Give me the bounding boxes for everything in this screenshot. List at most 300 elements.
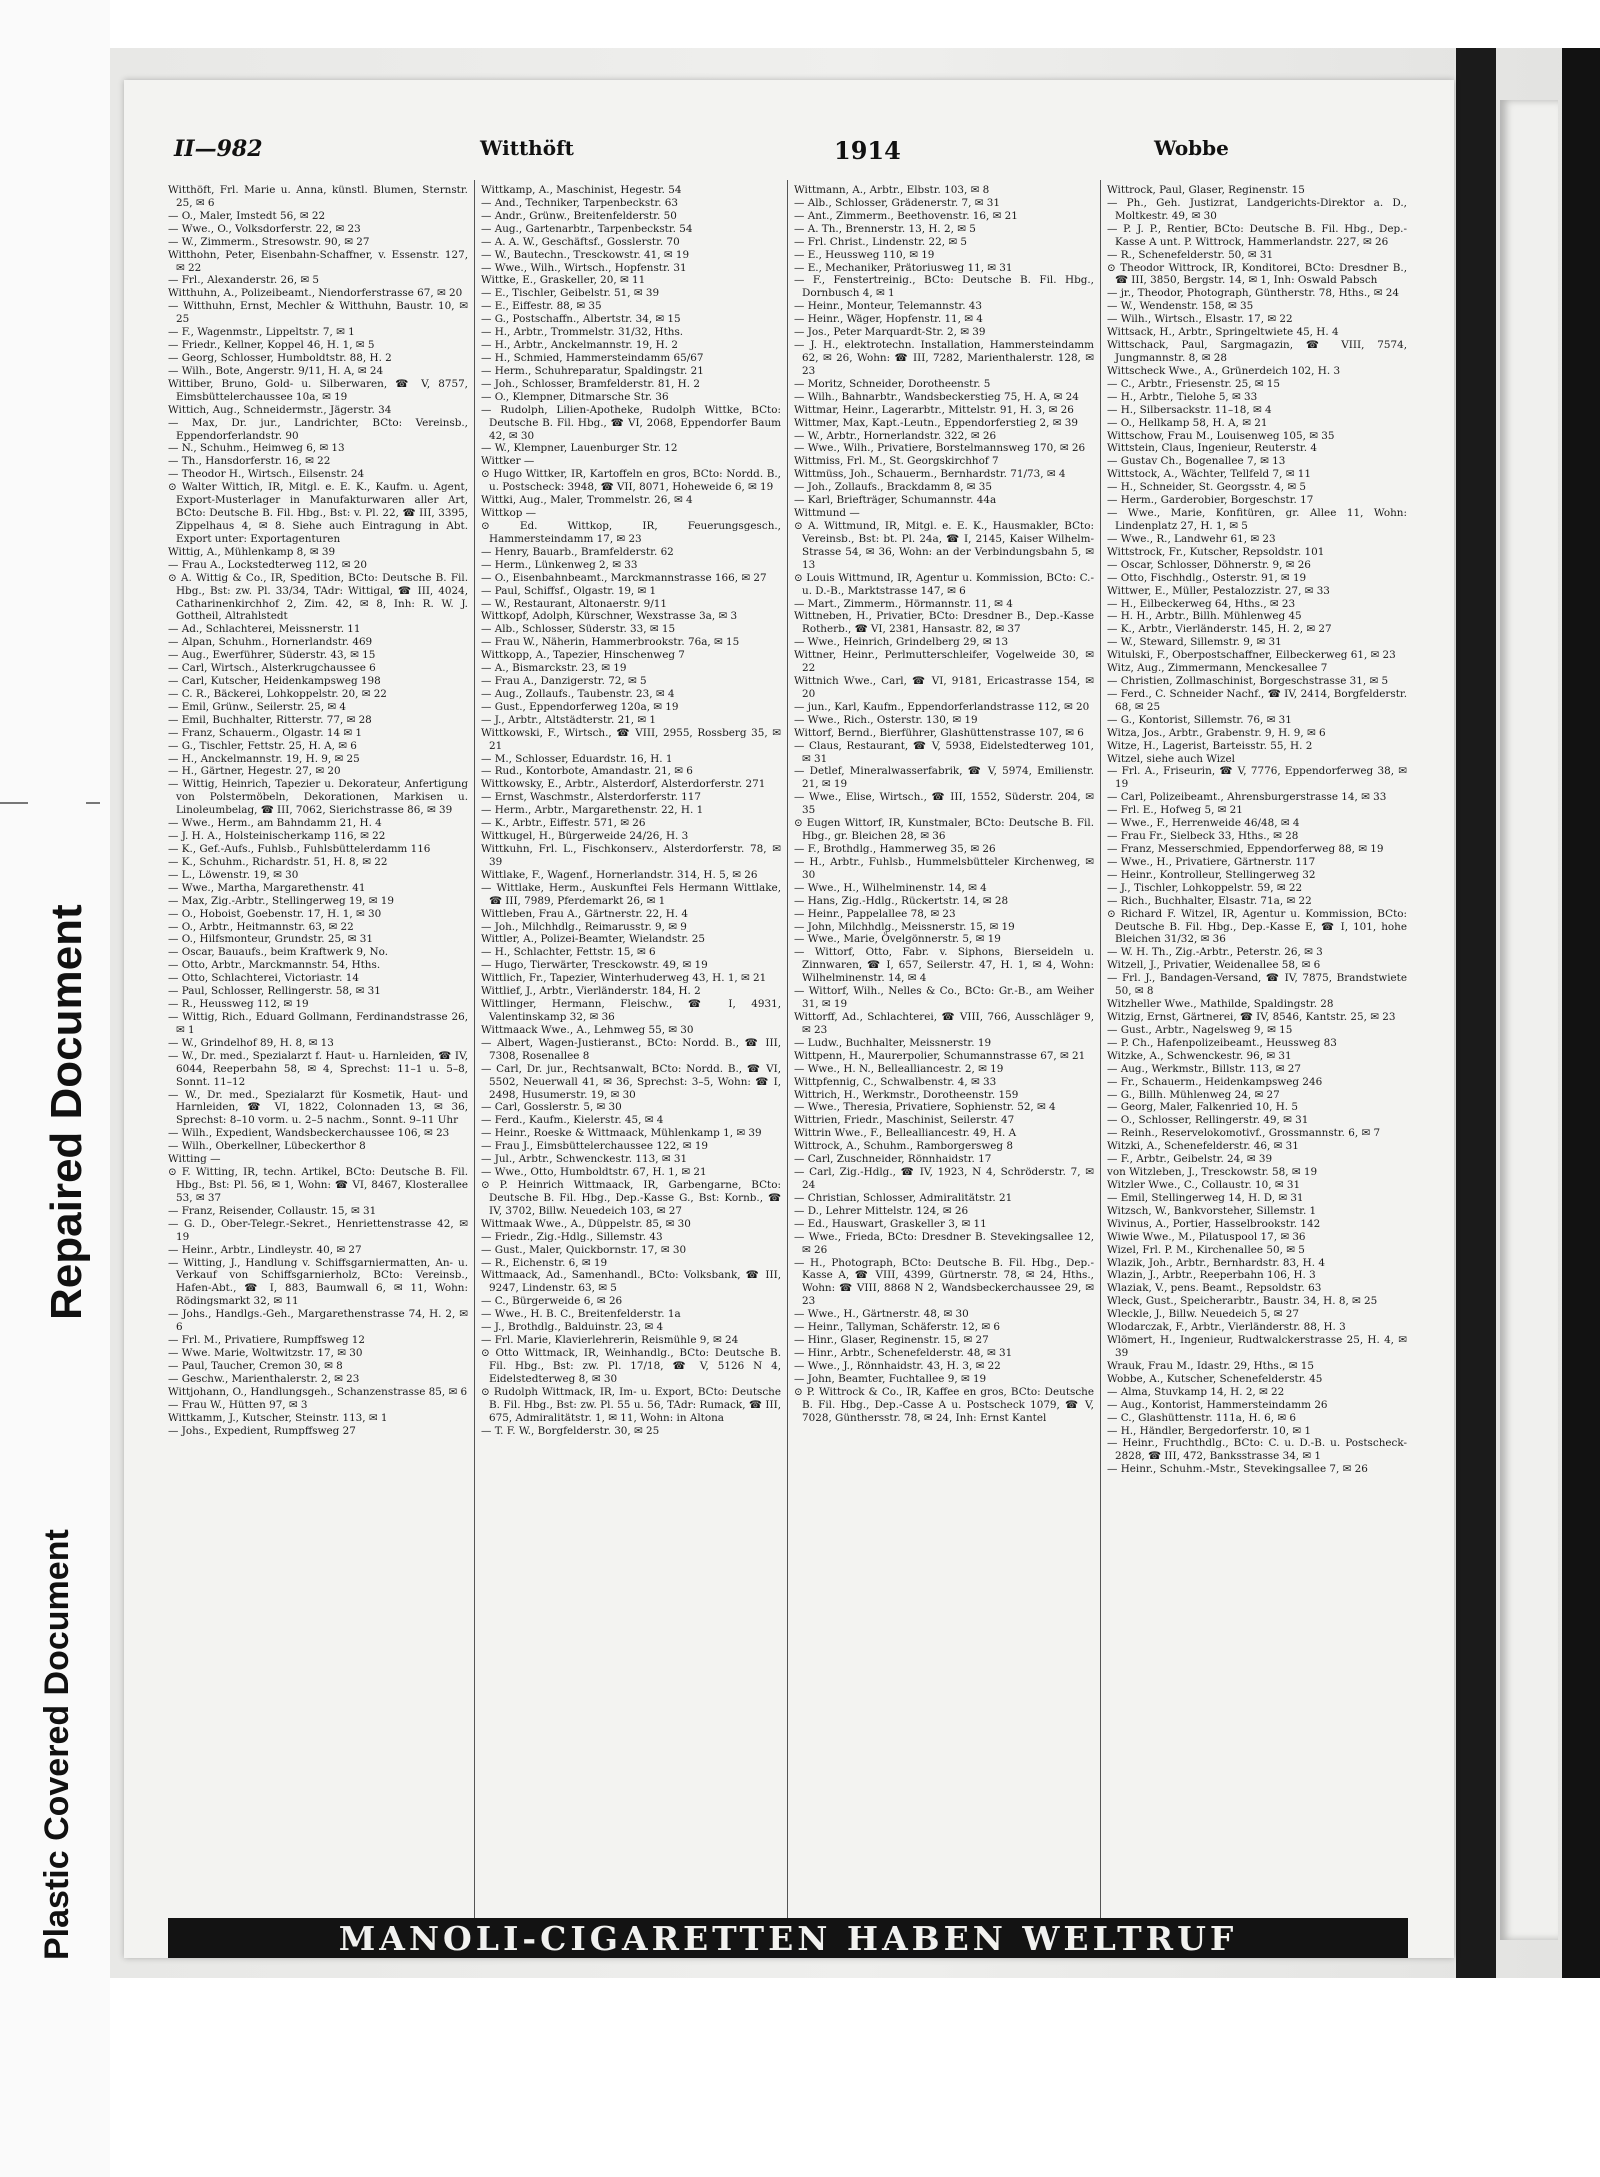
directory-entry: — Wittig, Heinrich, Tapezier u. Dekorateur, Anfertigung von Polstermöbeln, Dekorationen, Markisen u. Linoleumbelag, ☎ III, 7062, Sierichstrasse 86, ✉ 39: [168, 778, 468, 817]
directory-entry: Wittlief, J., Arbtr., Vierländerstr. 184, H. 2: [481, 985, 701, 998]
directory-entry: ⊙ A. Wittmund, IR, Mitgl. e. E. K., Hausmakler, BCto: Vereinsb., Bst: bt. Pl. 24a, ☎ I, 2145, Kaiser Wilhelm-Strasse 54, ✉ 36, Wohn: an der Verbindungsbahn 5, ✉ 13: [794, 519, 1094, 571]
directory-entry: — H., Händler, Bergedorferstr. 10, ✉ 1: [1107, 1424, 1311, 1437]
directory-entry: Wittlich, Fr., Tapezier, Winterhuderweg 43, H. 1, ✉ 21: [481, 972, 767, 985]
directory-entry: Wittkuhn, Frl. L., Fischkonserv., Alsterdorferstr. 78, ✉ 39: [481, 843, 781, 868]
directory-entry: — Henry, Bauarb., Bramfelderstr. 62: [481, 545, 674, 558]
directory-entry: — Wwe., Otto, Humboldtstr. 67, H. 1, ✉ 21: [481, 1166, 707, 1179]
directory-entry: Wlodarczak, F., Arbtr., Vierländerstr. 88, H. 3: [1107, 1321, 1346, 1334]
directory-entry: — Aug., Gartenarbtr., Tarpenbeckstr. 54: [481, 222, 693, 235]
directory-entry: — R., Heussweg 112, ✉ 19: [168, 998, 309, 1011]
directory-entry: Wittmund —: [794, 507, 860, 520]
directory-entry: — Frl. A., Friseurin, ☎ V, 7776, Eppendorferweg 38, ✉ 19: [1107, 765, 1407, 791]
directory-entry: — Frau Fr., Sielbeck 33, Hths., ✉ 28: [1107, 830, 1299, 843]
directory-entry: — K., Arbtr., Eiffestr. 571, ✉ 26: [481, 817, 646, 830]
directory-entry: — O., Klempner, Ditmarsche Str. 36: [481, 390, 669, 403]
directory-entry: — Herm., Schuhreparatur, Spaldingstr. 21: [481, 364, 704, 377]
directory-entry: Wlaziak, V., pens. Beamt., Repsoldstr. 63: [1107, 1282, 1322, 1295]
directory-entry: — O., Hellkamp 58, H. A, ✉ 21: [1107, 416, 1268, 429]
directory-entry: Wittrock, A., Schuhm., Ramborgersweg 8: [794, 1140, 1013, 1153]
directory-entry: ⊙ Otto Wittmack, IR, Weinhandlg., BCto: Deutsche B. Fil. Hbg., Bst: zw. Pl. 17/18, ☎ V, 5126 N 4, Eidelstedterweg 8, ✉ 30: [481, 1346, 781, 1385]
directory-entry: — And., Techniker, Tarpenbeckstr. 63: [481, 196, 678, 209]
directory-entry: — K., Schuhm., Richardstr. 51, H. 8, ✉ 22: [168, 855, 388, 868]
directory-entry: — Wwe., Wilh., Wirtsch., Hopfenstr. 31: [481, 261, 687, 274]
directory-entry: — Ludw., Buchhalter, Meissnerstr. 19: [794, 1036, 992, 1049]
directory-entry: — W., Arbtr., Hornerlandstr. 322, ✉ 26: [794, 429, 997, 442]
directory-entry: — H., Gärtner, Hegestr. 27, ✉ 20: [168, 765, 341, 778]
directory-entry: — Heinr., Wäger, Hopfenstr. 11, ✉ 4: [794, 313, 983, 326]
directory-entry: — Friedr., Kellner, Koppel 46, H. 1, ✉ 5: [168, 339, 375, 352]
directory-entry: — Rud., Kontorbote, Amandastr. 21, ✉ 6: [481, 765, 693, 778]
directory-entry: — Oscar, Schlosser, Döhnerstr. 9, ✉ 26: [1107, 558, 1311, 571]
directory-entry: — Frau W., Näherin, Hammerbrookstr. 76a, ✉ 15: [481, 636, 740, 649]
directory-entry: — Ad., Schlachterei, Meissnerstr. 11: [168, 623, 361, 636]
directory-entry: — Mart., Zimmerm., Hörmannstr. 11, ✉ 4: [794, 597, 1013, 610]
directory-entry: ⊙ Louis Wittmund, IR, Agentur u. Kommission, BCto: C.-u. D.-B., Marktstrasse 147, ✉ 6: [794, 571, 1094, 597]
directory-entry: — Jos., Peter Marquardt-Str. 2, ✉ 39: [794, 326, 986, 339]
directory-entry: Wittrin Wwe., F., Bellealliancestr. 49, H. A: [794, 1127, 1017, 1140]
directory-entry: — Theodor H., Wirtsch., Eilsenstr. 24: [168, 468, 365, 481]
directory-entry: — Aug., Kontorist, Hammersteindamm 26: [1107, 1398, 1328, 1411]
directory-entry: — F., Fenstertreinig., BCto: Deutsche B. Fil. Hbg., Dornbusch 4, ✉ 1: [794, 274, 1094, 300]
directory-entry: — L., Löwenstr. 19, ✉ 30: [168, 868, 299, 881]
directory-entry: — G., Postschaffn., Albertstr. 34, ✉ 15: [481, 313, 681, 326]
directory-entry: — Max, Zig.-Arbtr., Stellingerweg 19, ✉ 19: [168, 894, 394, 907]
directory-entry: — Herm., Lünkenweg 2, ✉ 33: [481, 558, 638, 571]
directory-entry: — F., Arbtr., Geibelstr. 24, ✉ 39: [1107, 1153, 1273, 1166]
directory-entry: — W. H. Th., Zig.-Arbtr., Peterstr. 26, ✉ 3: [1107, 946, 1323, 959]
directory-entry: — Paul, Schlosser, Rellingerstr. 58, ✉ 31: [168, 985, 381, 998]
directory-entry: Witthohn, Peter, Eisenbahn-Schaffner, v. Essenstr. 127, ✉ 22: [168, 248, 468, 274]
directory-entry: Wobbe, A., Kutscher, Schenefelderstr. 45: [1107, 1372, 1323, 1385]
directory-entry: — Paul, Schiffsf., Olgastr. 19, ✉ 1: [481, 584, 657, 597]
directory-entry: — H., Arbtr., Fuhlsb., Hummelsbütteler Kirchenweg, ✉ 30: [794, 855, 1094, 881]
directory-entry: — Frau W., Hütten 97, ✉ 3: [168, 1398, 308, 1411]
directory-entry: — Franz, Messerschmied, Eppendorferweg 88, ✉ 19: [1107, 843, 1384, 856]
directory-entry: — Gust., Eppendorferweg 120a, ✉ 19: [481, 700, 679, 713]
directory-entry: Wittmer, Max, Kapt.-Leutn., Eppendorferstieg 2, ✉ 39: [794, 416, 1078, 429]
directory-entry: — Wwe., Wilh., Privatiere, Borstelmannsweg 170, ✉ 26: [794, 442, 1086, 455]
directory-entry: — Wittig, Rich., Eduard Gollmann, Ferdinandstrasse 26, ✉ 1: [168, 1011, 468, 1036]
edge-tick: [0, 802, 28, 804]
directory-entry: Wittke, E., Graskeller, 20, ✉ 11: [481, 274, 646, 287]
directory-entry: — Heinr., Fruchthdlg., BCto: C. u. D.-B. u. Postscheck-2828, ☎ III, 472, Banksstrasse 34, ✉ 1: [1107, 1437, 1407, 1463]
directory-entry: — Th., Hansdorferstr. 16, ✉ 22: [168, 455, 331, 468]
directory-entry: — N., Schuhm., Heimweg 6, ✉ 13: [168, 442, 345, 455]
directory-entry: — Johs., Handlgs.-Geh., Margarethenstrasse 74, H. 2, ✉ 6: [168, 1308, 468, 1334]
directory-entry: ⊙ Hugo Wittker, IR, Kartoffeln en gros, BCto: Nordd. B., u. Postscheck: 3948, ☎ VII, 8071, Hoheweide 6, ✉ 19: [481, 468, 781, 494]
binding-shadow: [1456, 48, 1496, 1978]
directory-entry: Wittmüss, Joh., Schauerm., Bernhardstr. 71/73, ✉ 4: [794, 468, 1066, 481]
directory-entry: — H., Anckelmannstr. 19, H. 9, ✉ 25: [168, 752, 360, 765]
directory-entry: — E., Mechaniker, Prätoriusweg 11, ✉ 31: [794, 261, 1013, 274]
directory-entry: — Hugo, Tierwärter, Tresckowstr. 49, ✉ 19: [481, 959, 708, 972]
directory-entry: — Moritz, Schneider, Dorotheenstr. 5: [794, 377, 991, 390]
directory-entry: ⊙ Richard F. Witzel, IR, Agentur u. Kommission, BCto: Deutsche B. Fil. Hbg., Dep.-Kasse E, ☎ I, 101, hohe Bleichen 31/32, ✉ 36: [1107, 907, 1407, 946]
directory-entry: Wittkowsky, E., Arbtr., Alsterdorf, Alsterdorferstr. 271: [481, 778, 766, 791]
directory-entry: — Emil, Grünw., Seilerstr. 25, ✉ 4: [168, 700, 347, 713]
directory-entry: — A., Bismarckstr. 23, ✉ 19: [481, 662, 627, 675]
directory-entry: Wittpenn, H., Maurerpolier, Schumannstrasse 67, ✉ 21: [794, 1049, 1086, 1062]
directory-entry: — Herm., Arbtr., Margarethenstr. 22, H. 1: [481, 804, 704, 817]
directory-entry: Wittmar, Heinr., Lagerarbtr., Mittelstr. 91, H. 3, ✉ 26: [794, 403, 1074, 416]
directory-entry: Witzell, J., Privatier, Weidenallee 58, ✉ 6: [1107, 959, 1321, 972]
directory-entry: — Heinr., Kontrolleur, Stellingerweg 32: [1107, 868, 1316, 881]
directory-entry: — Heinr., Schuhm.-Mstr., Stevekingsallee 7, ✉ 26: [1107, 1463, 1368, 1476]
directory-entry: — Wwe., Elise, Wirtsch., ☎ III, 1552, Süderstr. 204, ✉ 35: [794, 791, 1094, 817]
column-divider: [474, 180, 475, 1918]
directory-entry: Wittschack, Paul, Sargmagazin, ☎ VIII, 7574, Jungmannstr. 8, ✉ 28: [1107, 339, 1407, 364]
directory-entry: — Frl. M., Privatiere, Rumpffsweg 12: [168, 1334, 366, 1347]
directory-entry: — Heinr., Arbtr., Lindleystr. 40, ✉ 27: [168, 1243, 362, 1256]
directory-entry: ⊙ Rudolph Wittmack, IR, Im- u. Export, BCto: Deutsche B. Fil. Hbg., Bst: zw. Pl. 55 u. 56, TAdr: Rumack, ☎ III, 675, Admiralitätstr. 1, ✉ 11, Wohn: in Altona: [481, 1385, 781, 1424]
directory-entry: — W., Restaurant, Altonaerstr. 9/11: [481, 597, 667, 610]
directory-entry: — W., Steward, Sillemstr. 9, ✉ 31: [1107, 636, 1282, 649]
directory-entry: — J., Arbtr., Altstädterstr. 21, ✉ 1: [481, 713, 657, 726]
directory-entry: — W., Zimmerm., Stresowstr. 90, ✉ 27: [168, 235, 370, 248]
directory-entry: Wlazin, J., Arbtr., Reeperbahn 106, H. 3: [1107, 1269, 1316, 1282]
directory-entry: Wittmaak Wwe., A., Düppelstr. 85, ✉ 30: [481, 1217, 691, 1230]
directory-entry: — Wilh., Expedient, Wandsbeckerchaussee 106, ✉ 23: [168, 1127, 450, 1140]
directory-entry: Wittiber, Bruno, Gold- u. Silberwaren, ☎ V, 8757, Eimsbüttelerchaussee 10a, ✉ 19: [168, 377, 468, 403]
directory-entry: Wittkamp, A., Maschinist, Hegestr. 54: [481, 184, 682, 196]
directory-entry: — Wwe., Herm., am Bahndamm 21, H. 4: [168, 817, 382, 830]
page-number: II—982: [174, 136, 263, 162]
directory-entry: — Geschw., Marienthalerstr. 2, ✉ 23: [168, 1372, 360, 1385]
directory-entry: Wittich, Aug., Schneidermstr., Jägerstr. 34: [168, 403, 392, 416]
directory-entry: — A. A. W., Geschäftsf., Gosslerstr. 70: [481, 235, 680, 248]
directory-entry: Wittrock, Paul, Glaser, Reginenstr. 15: [1107, 184, 1305, 196]
directory-entry: Wittkop —: [481, 507, 537, 520]
directory-entry: — Wwe., O., Volksdorferstr. 22, ✉ 23: [168, 222, 361, 235]
directory-entry: Witzki, A., Schenefelderstr. 46, ✉ 31: [1107, 1140, 1299, 1153]
directory-entry: Witulski, F., Oberpostschaffner, Eilbeckerweg 61, ✉ 23: [1107, 649, 1396, 662]
directory-entry: — W., Wendenstr. 158, ✉ 35: [1107, 300, 1254, 313]
year-header: 1914: [834, 136, 901, 165]
directory-entry: — O., Maler, Imstedt 56, ✉ 22: [168, 209, 326, 222]
directory-entry: — T. F. W., Borgfelderstr. 30, ✉ 25: [481, 1424, 660, 1437]
directory-entry: — Fr., Schauerm., Heidenkampsweg 246: [1107, 1075, 1323, 1088]
directory-entry: Wittkugel, H., Bürgerweide 24/26, H. 3: [481, 830, 689, 843]
directory-entry: — W., Bautechn., Tresckowstr. 41, ✉ 19: [481, 248, 690, 261]
directory-entry: — J., Brothdlg., Balduinstr. 23, ✉ 4: [481, 1321, 664, 1334]
directory-entry: Wittstrock, Fr., Kutscher, Repsoldstr. 101: [1107, 545, 1325, 558]
directory-entry: — Georg, Schlosser, Humboldtstr. 88, H. 2: [168, 351, 392, 364]
directory-entry: — P. Ch., Hafenpolizeibeamt., Heussweg 83: [1107, 1036, 1337, 1049]
directory-entry: — K., Gef.-Aufs., Fuhlsb., Fuhlsbüttelerdamm 116: [168, 843, 431, 856]
directory-column-3: [794, 184, 1094, 1909]
directory-entry: — H., Arbtr., Anckelmannstr. 19, H. 2: [481, 339, 678, 352]
directory-entry: Witze, H., Lagerist, Barteisstr. 55, H. 2: [1107, 739, 1313, 752]
directory-entry: — Alb., Schlosser, Grädenerstr. 7, ✉ 31: [794, 196, 1000, 209]
directory-entry: — Oscar, Bauaufs., beim Kraftwerk 9, No.: [168, 946, 389, 959]
directory-entry: — Frl., Alexanderstr. 26, ✉ 5: [168, 274, 319, 287]
directory-entry: — Otto, Fischhdlg., Osterstr. 91, ✉ 19: [1107, 571, 1307, 584]
directory-page: [124, 80, 1454, 1958]
repaired-document-label: Repaired Document: [42, 904, 91, 1320]
directory-entry: — C., Arbtr., Friesenstr. 25, ✉ 15: [1107, 377, 1281, 390]
directory-entry: Wlazik, Joh., Arbtr., Bernhardstr. 83, H. 4: [1107, 1256, 1325, 1269]
directory-entry: — Joh., Milchhdlg., Reimarusstr. 9, ✉ 9: [481, 920, 687, 933]
directory-entry: — O., Schlosser, Rellingerstr. 49, ✉ 31: [1107, 1114, 1309, 1127]
directory-entry: — H., Schmied, Hammersteindamm 65/67: [481, 351, 704, 364]
directory-entry: — jun., Karl, Kaufm., Eppendorferlandstrasse 112, ✉ 20: [794, 700, 1090, 713]
directory-entry: — Ernst, Waschmstr., Alsterdorferstr. 117: [481, 791, 702, 804]
directory-entry: — Wwe., F., Herrenweide 46/48, ✉ 4: [1107, 817, 1300, 830]
directory-entry: — Frl. J., Bandagen-Versand, ☎ IV, 7875, Brandstwiete 50, ✉ 8: [1107, 972, 1407, 998]
directory-entry: — Rudolph, Lilien-Apotheke, Rudolph Wittke, BCto: Deutsche B. Fil. Hbg., ☎ VI, 2068, Eppendorfer Baum 42, ✉ 30: [481, 403, 781, 442]
directory-entry: Wittmiss, Frl. M., St. Georgskirchhof 7: [794, 455, 999, 468]
directory-entry: — Georg, Maler, Falkenried 10, H. 5: [1107, 1101, 1299, 1114]
directory-entry: — Albert, Wagen-Justieranst., BCto: Nordd. B., ☎ III, 7308, Rosenallee 8: [481, 1036, 781, 1062]
directory-entry: — O., Arbtr., Heitmannstr. 63, ✉ 22: [168, 920, 354, 933]
directory-entry: Witz, Aug., Zimmermann, Menckesallee 7: [1107, 662, 1328, 675]
directory-entry: — G., Tischler, Fettstr. 25, H. A, ✉ 6: [168, 739, 357, 752]
directory-entry: — Wwe., H., Gärtnerstr. 48, ✉ 30: [794, 1308, 969, 1321]
directory-entry: Wittorff, Ad., Schlachterei, ☎ VIII, 766, Ausschläger 9, ✉ 23: [794, 1011, 1094, 1036]
directory-entry: — Wittorf, Otto, Fabr. v. Siphons, Bierseideln u. Zinnwaren, ☎ I, 657, Seilerstr. 47, H. 1, ✉ 4, Wohn: Wilhelminenstr. 14, ✉ 4: [794, 946, 1094, 985]
directory-entry: — Carl, Wirtsch., Alsterkrugchaussee 6: [168, 662, 376, 675]
directory-entry: — Hinr., Glaser, Reginenstr. 15, ✉ 27: [794, 1334, 989, 1347]
directory-entry: — H., Arbtr., Trommelstr. 31/32, Hths.: [481, 326, 684, 339]
directory-entry: — Wwe., J., Rönnhaidstr. 43, H. 3, ✉ 22: [794, 1359, 1001, 1372]
directory-entry: — H., Schlachter, Fettstr. 15, ✉ 6: [481, 946, 656, 959]
directory-entry: — Claus, Restaurant, ☎ V, 5938, Eidelstedterweg 101, ✉ 31: [794, 739, 1094, 765]
directory-entry: — E., Tischler, Geibelstr. 51, ✉ 39: [481, 287, 660, 300]
directory-entry: Wittmaack, Ad., Samenhandl., BCto: Volksbank, ☎ III, 9247, Lindenstr. 63, ✉ 5: [481, 1269, 781, 1295]
directory-entry: — Herm., Garderobier, Borgeschstr. 17: [1107, 494, 1314, 507]
directory-entry: Wittmann, A., Arbtr., Elbstr. 103, ✉ 8: [794, 184, 990, 196]
directory-entry: Witting —: [168, 1153, 221, 1166]
directory-entry: — Christian, Schlosser, Admiralitätstr. 21: [794, 1191, 1013, 1204]
directory-entry: — Paul, Taucher, Cremon 30, ✉ 8: [168, 1359, 343, 1372]
directory-entry: — Frl. Christ., Lindenstr. 22, ✉ 5: [794, 235, 967, 248]
directory-entry: — Jul., Arbtr., Schwenckestr. 113, ✉ 31: [481, 1153, 688, 1166]
directory-entry: Witzel, siehe auch Wizel: [1107, 752, 1235, 765]
directory-entry: — H., Silbersackstr. 11–18, ✉ 4: [1107, 403, 1272, 416]
directory-entry: Wittneben, H., Privatier, BCto: Dresdner B., Dep.-Kasse Rotherb., ☎ VI, 2381, Hansastr. 82, ✉ 37: [794, 610, 1094, 636]
directory-entry: ⊙ F. Witting, IR, techn. Artikel, BCto: Deutsche B. Fil. Hbg., Bst: Pl. 56, ✉ 1, Wohn: ☎ VI, 8467, Klosterallee 53, ✉ 37: [168, 1166, 468, 1204]
directory-entry: Wittkamm, J., Kutscher, Steinstr. 113, ✉ 1: [168, 1411, 388, 1424]
directory-entry: Witza, Jos., Arbtr., Grabenstr. 9, H. 9, ✉ 6: [1107, 726, 1326, 739]
directory-entry: — Aug., Ewerführer, Süderstr. 43, ✉ 15: [168, 649, 376, 662]
directory-entry: Wittschow, Frau M., Louisenweg 105, ✉ 35: [1107, 429, 1335, 442]
directory-entry: — Emil, Stellingerweg 14, H. D, ✉ 31: [1107, 1191, 1304, 1204]
directory-entry: — Detlef, Mineralwasserfabrik, ☎ V, 5974, Emilienstr. 21, ✉ 19: [794, 765, 1094, 791]
directory-entry: — C., Bürgerweide 6, ✉ 26: [481, 1295, 623, 1308]
directory-entry: — jr., Theodor, Photograph, Güntherstr. 78, Hths., ✉ 24: [1107, 287, 1399, 300]
directory-entry: — Heinr., Tallyman, Schäferstr. 12, ✉ 6: [794, 1321, 1001, 1334]
directory-entry: — J., Tischler, Lohkoppelstr. 59, ✉ 22: [1107, 881, 1303, 894]
directory-entry: — R., Eichenstr. 6, ✉ 19: [481, 1256, 608, 1269]
directory-entry: — F., Brothdlg., Hammerweg 35, ✉ 26: [794, 843, 996, 856]
directory-entry: Wittrien, Friedr., Maschinist, Seilerstr. 47: [794, 1114, 1015, 1127]
directory-entry: — G., Kontorist, Sillemstr. 76, ✉ 31: [1107, 713, 1292, 726]
directory-entry: Wittleben, Frau A., Gärtnerstr. 22, H. 4: [481, 907, 689, 920]
directory-entry: — Wwe., Martha, Margarethenstr. 41: [168, 881, 366, 894]
directory-entry: — O., Hoboist, Goebenstr. 17, H. 1, ✉ 30: [168, 907, 382, 920]
directory-entry: Wiwie Wwe., M., Pilatuspool 17, ✉ 36: [1107, 1230, 1306, 1243]
directory-entry: — Wwe., Marie, Övelgönnerstr. 5, ✉ 19: [794, 933, 1001, 946]
scan-edge-shadow: [1562, 48, 1600, 1978]
directory-entry: Wittlake, F., Wagenf., Hornerlandstr. 314, H. 5, ✉ 26: [481, 868, 758, 881]
directory-entry: — Wwe., Frieda, BCto: Dresdner B. Stevekingsallee 12, ✉ 26: [794, 1230, 1094, 1256]
directory-entry: Wittler, A., Polizei-Beamter, Wielandstr. 25: [481, 933, 705, 946]
directory-entry: — Ant., Zimmerm., Beethovenstr. 16, ✉ 21: [794, 209, 1018, 222]
last-name-header: Wobbe: [1154, 136, 1229, 160]
directory-entry: — Franz, Reisender, Collaustr. 15, ✉ 31: [168, 1204, 377, 1217]
directory-entry: Wittlinger, Hermann, Fleischw., ☎ I, 4931, Valentinskamp 32, ✉ 36: [481, 998, 781, 1023]
directory-entry: — Carl, Zuschneider, Rönnhaidstr. 17: [794, 1153, 992, 1166]
directory-entry: — Wilh., Bote, Angerstr. 9/11, H. A, ✉ 24: [168, 364, 384, 377]
directory-entry: — Alb., Schlosser, Süderstr. 33, ✉ 15: [481, 623, 676, 636]
directory-entry: Witzler Wwe., C., Collaustr. 10, ✉ 31: [1107, 1178, 1301, 1191]
directory-entry: — Carl, Gosslerstr. 5, ✉ 30: [481, 1101, 622, 1114]
adjacent-page-edge: [1500, 100, 1558, 1940]
directory-entry: — Ed., Hauswart, Graskeller 3, ✉ 11: [794, 1217, 987, 1230]
directory-entry: Wittkowski, F., Wirtsch., ☎ VIII, 2955, Rossberg 35, ✉ 21: [481, 726, 781, 752]
directory-entry: — H., Arbtr., Tielohe 5, ✉ 33: [1107, 390, 1258, 403]
directory-entry: — Wwe., Heinrich, Grindelberg 29, ✉ 13: [794, 636, 1009, 649]
directory-entry: — Joh., Schlosser, Bramfelderstr. 81, H. 2: [481, 377, 700, 390]
directory-entry: — Rich., Buchhalter, Elsastr. 71a, ✉ 22: [1107, 894, 1312, 907]
directory-entry: Wittsack, H., Arbtr., Springeltwiete 45, H. 4: [1107, 326, 1339, 339]
directory-entry: ⊙ Eugen Wittorf, IR, Kunstmaler, BCto: Deutsche B. Fil. Hbg., gr. Bleichen 28, ✉ 36: [794, 817, 1094, 843]
directory-entry: — Carl, Dr. jur., Rechtsanwalt, BCto: Nordd. B., ☎ VI, 5502, Neuerwall 41, ✉ 36, Sprechst: 3–5, Wohn: ☎ I, 2498, Husumerstr. 19, ✉ 30: [481, 1062, 781, 1101]
directory-entry: — O., Eisenbahnbeamt., Marckmannstrasse 166, ✉ 27: [481, 571, 767, 584]
directory-entry: Wizel, Frl. P. M., Kirchenallee 50, ✉ 5: [1107, 1243, 1305, 1256]
directory-column-4: [1107, 184, 1407, 1909]
directory-entry: — Wwe., R., Landwehr 61, ✉ 23: [1107, 532, 1276, 545]
column-divider: [787, 180, 788, 1918]
directory-entry: — M., Schlosser, Eduardstr. 16, H. 1: [481, 752, 673, 765]
directory-entry: — G. D., Ober-Telegr.-Sekret., Henriettenstrasse 42, ✉ 19: [168, 1217, 468, 1243]
directory-entry: — Wwe., H. B. C., Breitenfelderstr. 1a: [481, 1308, 681, 1321]
directory-entry: — Wwe., H., Wilhelminenstr. 14, ✉ 4: [794, 881, 987, 894]
directory-entry: — Wwe. Marie, Woltwitzstr. 17, ✉ 30: [168, 1346, 363, 1359]
directory-entry: Witzke, A., Schwenckestr. 96, ✉ 31: [1107, 1049, 1292, 1062]
archive-side-label: [0, 0, 110, 2177]
directory-entry: ⊙ A. Wittig & Co., IR, Spedition, BCto: Deutsche B. Fil. Hbg., Bst: zw. Pl. 33/34, TAdr: Wittigal, ☎ III, 4024, Catharinenkirchhof 2, Zim. 42, ✉ 8, Inh: R. W. J. Gottheil, Altrahlstedt: [168, 571, 468, 623]
directory-entry: — Gust., Arbtr., Nagelsweg 9, ✉ 15: [1107, 1023, 1293, 1036]
directory-entry: — Christien, Zollmaschinist, Borgeschstrasse 31, ✉ 5: [1107, 675, 1389, 688]
directory-entry: Wittjohann, O., Handlungsgeh., Schanzenstrasse 85, ✉ 6: [168, 1385, 468, 1398]
directory-column-2: [481, 184, 781, 1909]
directory-entry: Witzheller Wwe., Mathilde, Spaldingstr. 28: [1107, 998, 1334, 1011]
directory-entry: — Gust., Maler, Quickbornstr. 17, ✉ 30: [481, 1243, 687, 1256]
directory-entry: — Carl, Kutscher, Heidenkampsweg 198: [168, 675, 381, 688]
directory-entry: — Ph., Geh. Justizrat, Landgerichts-Direktor a. D., Moltkestr. 49, ✉ 30: [1107, 196, 1407, 222]
directory-entry: Wittkopp, A., Tapezier, Hinschenweg 7: [481, 649, 685, 662]
directory-entry: Wittner, Heinr., Perlmutterschleifer, Vogelweide 30, ✉ 22: [794, 649, 1094, 675]
directory-entry: — Wilh., Wirtsch., Elsastr. 17, ✉ 22: [1107, 313, 1293, 326]
directory-entry: Witzsch, W., Bankvorsteher, Sillemstr. 1: [1107, 1204, 1317, 1217]
directory-entry: Wittig, A., Mühlenkamp 8, ✉ 39: [168, 545, 336, 558]
directory-entry: — Ferd., Kaufm., Kielerstr. 45, ✉ 4: [481, 1114, 664, 1127]
directory-entry: — Frl. E., Hofweg 5, ✉ 21: [1107, 804, 1243, 817]
directory-entry: — Frau A., Lockstedterweg 112, ✉ 20: [168, 558, 368, 571]
directory-entry: — Wittorf, Wilh., Nelles & Co., BCto: Gr.-B., am Weiher 31, ✉ 19: [794, 985, 1094, 1011]
directory-entry: — Wilh., Oberkellner, Lübeckerthor 8: [168, 1140, 366, 1153]
directory-entry: ⊙ Theodor Wittrock, IR, Konditorei, BCto: Dresdner B., ☎ III, 3850, Bergstr. 14, ✉ 1, Inh: Oswald Pabsch: [1107, 261, 1407, 287]
directory-entry: — Joh., Zollaufs., Brackdamm 8, ✉ 35: [794, 481, 993, 494]
advertisement-banner: MANOLI-CIGARETTEN HABEN WELTRUF: [168, 1918, 1408, 1958]
directory-entry: — Carl, Polizeibeamt., Ahrensburgerstrasse 14, ✉ 33: [1107, 791, 1387, 804]
directory-entry: — W., Grindelhof 89, H. 8, ✉ 13: [168, 1036, 334, 1049]
directory-entry: — H., Schneider, St. Georgsstr. 4, ✉ 5: [1107, 481, 1307, 494]
directory-entry: Wittstein, Claus, Ingenieur, Reuterstr. 4: [1107, 442, 1317, 455]
directory-entry: — K., Arbtr., Vierländerstr. 145, H. 2, ✉ 27: [1107, 623, 1332, 636]
directory-entry: — R., Schenefelderstr. 50, ✉ 31: [1107, 248, 1274, 261]
directory-entry: — Wwe., Theresia, Privatiere, Sophienstr. 52, ✉ 4: [794, 1101, 1056, 1114]
directory-entry: — J. H. A., Holsteinischerkamp 116, ✉ 22: [168, 830, 386, 843]
column-divider: [1100, 180, 1101, 1918]
directory-entry: Wittker —: [481, 455, 535, 468]
directory-entry: — Gustav Ch., Bogenallee 7, ✉ 13: [1107, 455, 1286, 468]
directory-entry: ⊙ P. Wittrock & Co., IR, Kaffee en gros, BCto: Deutsche B. Fil. Hbg., Dep.-Casse A u. Postscheck 1079, ☎ V, 7028, Günthersstr. 78, ✉ 24, Inh: Ernst Kantel: [794, 1385, 1094, 1424]
directory-entry: ⊙ Ed. Wittkop, IR, Feuerungsgesch., Hammersteindamm 17, ✉ 23: [481, 519, 781, 545]
directory-entry: — Johs., Expedient, Rumpffsweg 27: [168, 1424, 356, 1437]
directory-entry: Wrauk, Frau M., Idastr. 29, Hths., ✉ 15: [1107, 1359, 1314, 1372]
directory-entry: — Aug., Werkmstr., Billstr. 113, ✉ 27: [1107, 1062, 1301, 1075]
directory-entry: Wittscheck Wwe., A., Grünerdeich 102, H. 3: [1107, 364, 1341, 377]
directory-entry: — Heinr., Monteur, Telemannstr. 43: [794, 300, 983, 313]
directory-entry: — H., Photograph, BCto: Deutsche B. Fil. Hbg., Dep.-Kasse A, ☎ VIII, 4399, Gürtnerstr. 78, ✉ 24, Hths., Wohn: ☎ VIII, 8868 N 2, Wandsbeckerchaussee 29, ✉ 23: [794, 1256, 1094, 1308]
directory-entry: — Karl, Briefträger, Schumannstr. 44a: [794, 494, 997, 507]
directory-entry: — Otto, Arbtr., Marckmannstr. 54, Hths.: [168, 959, 381, 972]
directory-entry: — Wwe., Marie, Konfitüren, gr. Allee 11, Wohn: Lindenplatz 27, H. 1, ✉ 5: [1107, 507, 1407, 532]
directory-entry: Wittki, Aug., Maler, Trommelstr. 26, ✉ 4: [481, 494, 693, 507]
directory-entry: — E., Eiffestr. 88, ✉ 35: [481, 300, 602, 313]
directory-entry: Witzig, Ernst, Gärtnerei, ☎ IV, 8546, Kantstr. 25, ✉ 23: [1107, 1011, 1396, 1023]
directory-entry: ⊙ Walter Wittich, IR, Mitgl. e. E. K., Kaufm. u. Agent, Export-Musterlager in Manufakturwaren aller Art, BCto: Deutsche B. Fil. Hbg., Bst: v. Pl. 22, ☎ III, 3395, Zippelhaus 4, ✉ 8. Siehe auch Eintragung in Abt. Export unter: Exportagenturen: [168, 481, 468, 545]
directory-entry: — H., Eilbeckerweg 64, Hths., ✉ 23: [1107, 597, 1296, 610]
directory-entry: — Wwe., H. N., Bellealliancestr. 2, ✉ 19: [794, 1062, 1004, 1075]
directory-entry: — A. Th., Brennerstr. 13, H. 2, ✉ 5: [794, 222, 976, 235]
directory-entry: — C., Glashüttenstr. 111a, H. 6, ✉ 6: [1107, 1411, 1296, 1424]
directory-entry: — O., Hilfsmonteur, Grundstr. 25, ✉ 31: [168, 933, 373, 946]
directory-entry: — John, Beamter, Fuchtallee 9, ✉ 19: [794, 1372, 987, 1385]
directory-entry: Wittwer, E., Müller, Pestalozzistr. 27, ✉ 33: [1107, 584, 1330, 597]
directory-entry: von Witzleben, J., Tresckowstr. 58, ✉ 19: [1107, 1166, 1318, 1179]
directory-entry: — Frau J., Eimsbüttelerchaussee 122, ✉ 19: [481, 1140, 709, 1153]
directory-entry: — G., Billh. Mühlenweg 24, ✉ 27: [1107, 1088, 1280, 1101]
directory-entry: — Frau A., Danzigerstr. 72, ✉ 5: [481, 675, 647, 688]
directory-entry: — Hans, Zig.-Hdlg., Rückertstr. 14, ✉ 28: [794, 894, 1009, 907]
directory-entry: Wleck, Gust., Speicherarbtr., Baustr. 34, H. 8, ✉ 25: [1107, 1295, 1378, 1308]
directory-entry: — Emil, Buchhalter, Ritterstr. 77, ✉ 28: [168, 713, 372, 726]
directory-entry: — Carl, Zig.-Hdlg., ☎ IV, 1923, N 4, Schröderstr. 7, ✉ 24: [794, 1166, 1094, 1191]
directory-entry: — W., Dr. med., Spezialarzt f. Haut- u. Harnleiden, ☎ IV, 6044, Reeperbahn 58, ✉ 4, Sprechst: 11–1 u. 5–8, Sonnt. 11–12: [168, 1049, 468, 1088]
directory-entry: — Frl. Marie, Klavierlehrerin, Reismühle 9, ✉ 24: [481, 1334, 739, 1347]
directory-entry: — Witting, J., Handlung v. Schiffsgarniermatten, An- u. Verkauf von Schiffsgarnierholz, BCto: Vereinsb., Hafen-Abt., ☎ I, 883, Baumwall 6, ✉ 11, Wohn: Rödingsmarkt 32, ✉ 11: [168, 1256, 468, 1308]
directory-entry: Witthuhn, A., Polizeibeamt., Niendorferstrasse 67, ✉ 20: [168, 287, 463, 300]
directory-entry: Wittkopf, Adolph, Kürschner, Wexstrasse 3a, ✉ 3: [481, 610, 738, 623]
edge-tick: [86, 802, 100, 804]
directory-entry: — Wittlake, Herm., Auskunftei Fels Hermann Wittlake, ☎ III, 7989, Pferdemarkt 26, ✉ 1: [481, 881, 781, 907]
directory-entry: Wittstock, A., Wächter, Tellfeld 7, ✉ 11: [1107, 468, 1311, 481]
directory-entry: — Andr., Grünw., Breitenfelderstr. 50: [481, 209, 677, 222]
directory-entry: — Heinr., Pappelallee 78, ✉ 23: [794, 907, 956, 920]
directory-entry: — Ferd., C. Schneider Nachf., ☎ IV, 2414, Borgfelderstr. 68, ✉ 25: [1107, 687, 1407, 713]
directory-entry: — Wwe., H., Privatiere, Gärtnerstr. 117: [1107, 855, 1316, 868]
first-name-header: Witthöft: [480, 136, 574, 160]
directory-entry: — D., Lehrer Mittelstr. 124, ✉ 26: [794, 1204, 969, 1217]
directory-entry: — Alpan, Schuhm., Hornerlandstr. 469: [168, 636, 373, 649]
directory-entry: Wittmaack Wwe., A., Lehmweg 55, ✉ 30: [481, 1023, 694, 1036]
directory-entry: — Wwe., Rich., Osterstr. 130, ✉ 19: [794, 713, 978, 726]
directory-entry: Wleckle, J., Billw. Neuedeich 5, ✉ 27: [1107, 1308, 1299, 1321]
directory-entry: — Hinr., Arbtr., Schenefelderstr. 48, ✉ 31: [794, 1346, 1013, 1359]
